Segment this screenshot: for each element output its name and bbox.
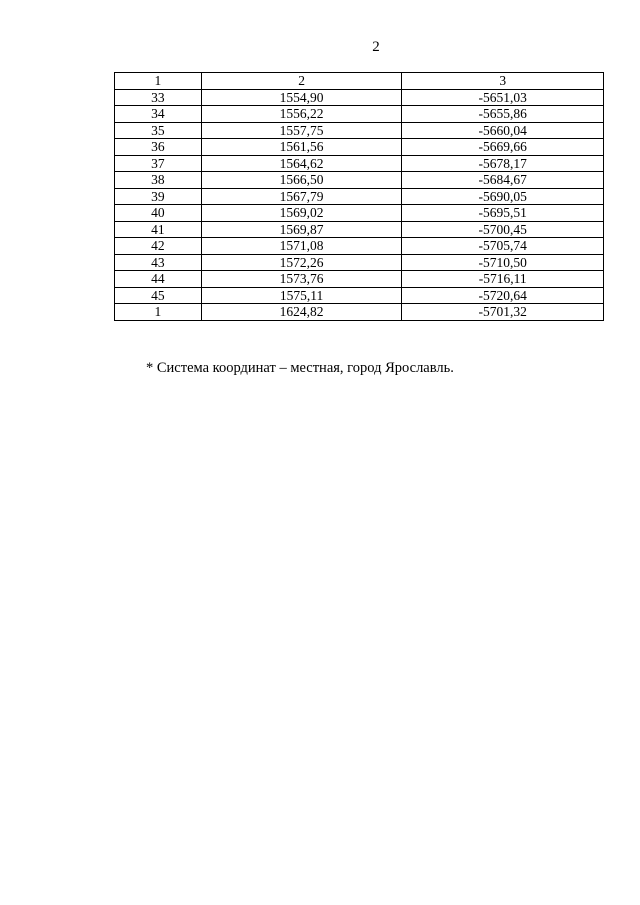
column-header-3: 3	[402, 73, 604, 90]
page-number-text: 2	[372, 39, 380, 55]
page-number	[0, 38, 640, 56]
y-coordinate-cell: -5684,67	[402, 172, 604, 189]
table-row	[115, 172, 604, 189]
y-coordinate-cell: -5690,05	[402, 188, 604, 205]
y-coordinate-cell: -5720,64	[402, 287, 604, 304]
point-number-cell: 42	[115, 238, 202, 255]
point-number-cell: 37	[115, 155, 202, 172]
column-header-2: 2	[201, 73, 402, 90]
table-row	[115, 188, 604, 205]
y-coordinate-cell: -5710,50	[402, 254, 604, 271]
point-number-cell: 45	[115, 287, 202, 304]
table-row	[115, 122, 604, 139]
y-coordinate-cell: -5716,11	[402, 271, 604, 288]
table-row	[115, 155, 604, 172]
y-coordinate-cell: -5700,45	[402, 221, 604, 238]
table-row	[115, 221, 604, 238]
y-coordinate-cell: -5660,04	[402, 122, 604, 139]
y-coordinate-cell: -5701,32	[402, 304, 604, 321]
point-number-cell: 41	[115, 221, 202, 238]
table-row	[115, 106, 604, 123]
table-row	[115, 304, 604, 321]
x-coordinate-cell: 1569,87	[201, 221, 402, 238]
point-number-cell: 35	[115, 122, 202, 139]
table-row	[115, 254, 604, 271]
point-number-cell: 1	[115, 304, 202, 321]
point-number-cell: 40	[115, 205, 202, 222]
x-coordinate-cell: 1564,62	[201, 155, 402, 172]
x-coordinate-cell: 1554,90	[201, 89, 402, 106]
y-coordinate-cell: -5695,51	[402, 205, 604, 222]
x-coordinate-cell: 1572,26	[201, 254, 402, 271]
y-coordinate-cell: -5705,74	[402, 238, 604, 255]
x-coordinate-cell: 1575,11	[201, 287, 402, 304]
table-row	[115, 238, 604, 255]
point-number-cell: 43	[115, 254, 202, 271]
table-row	[115, 287, 604, 304]
table-row	[115, 271, 604, 288]
point-number-cell: 39	[115, 188, 202, 205]
table-row	[115, 139, 604, 156]
column-header-1: 1	[115, 73, 202, 90]
y-coordinate-cell: -5669,66	[402, 139, 604, 156]
table-row	[115, 205, 604, 222]
table-body	[115, 89, 604, 320]
point-number-cell: 33	[115, 89, 202, 106]
y-coordinate-cell: -5678,17	[402, 155, 604, 172]
x-coordinate-cell: 1571,08	[201, 238, 402, 255]
point-number-cell: 44	[115, 271, 202, 288]
footnote: * Система координат – местная, город Ярославль.	[146, 360, 454, 376]
x-coordinate-cell: 1561,56	[201, 139, 402, 156]
table-header-row	[115, 73, 604, 90]
point-number-cell: 36	[115, 139, 202, 156]
x-coordinate-cell: 1573,76	[201, 271, 402, 288]
y-coordinate-cell: -5655,86	[402, 106, 604, 123]
x-coordinate-cell: 1569,02	[201, 205, 402, 222]
x-coordinate-cell: 1556,22	[201, 106, 402, 123]
x-coordinate-cell: 1567,79	[201, 188, 402, 205]
coordinates-table	[114, 72, 604, 321]
point-number-cell: 38	[115, 172, 202, 189]
table-row	[115, 89, 604, 106]
x-coordinate-cell: 1566,50	[201, 172, 402, 189]
point-number-cell: 34	[115, 106, 202, 123]
y-coordinate-cell: -5651,03	[402, 89, 604, 106]
x-coordinate-cell: 1557,75	[201, 122, 402, 139]
x-coordinate-cell: 1624,82	[201, 304, 402, 321]
